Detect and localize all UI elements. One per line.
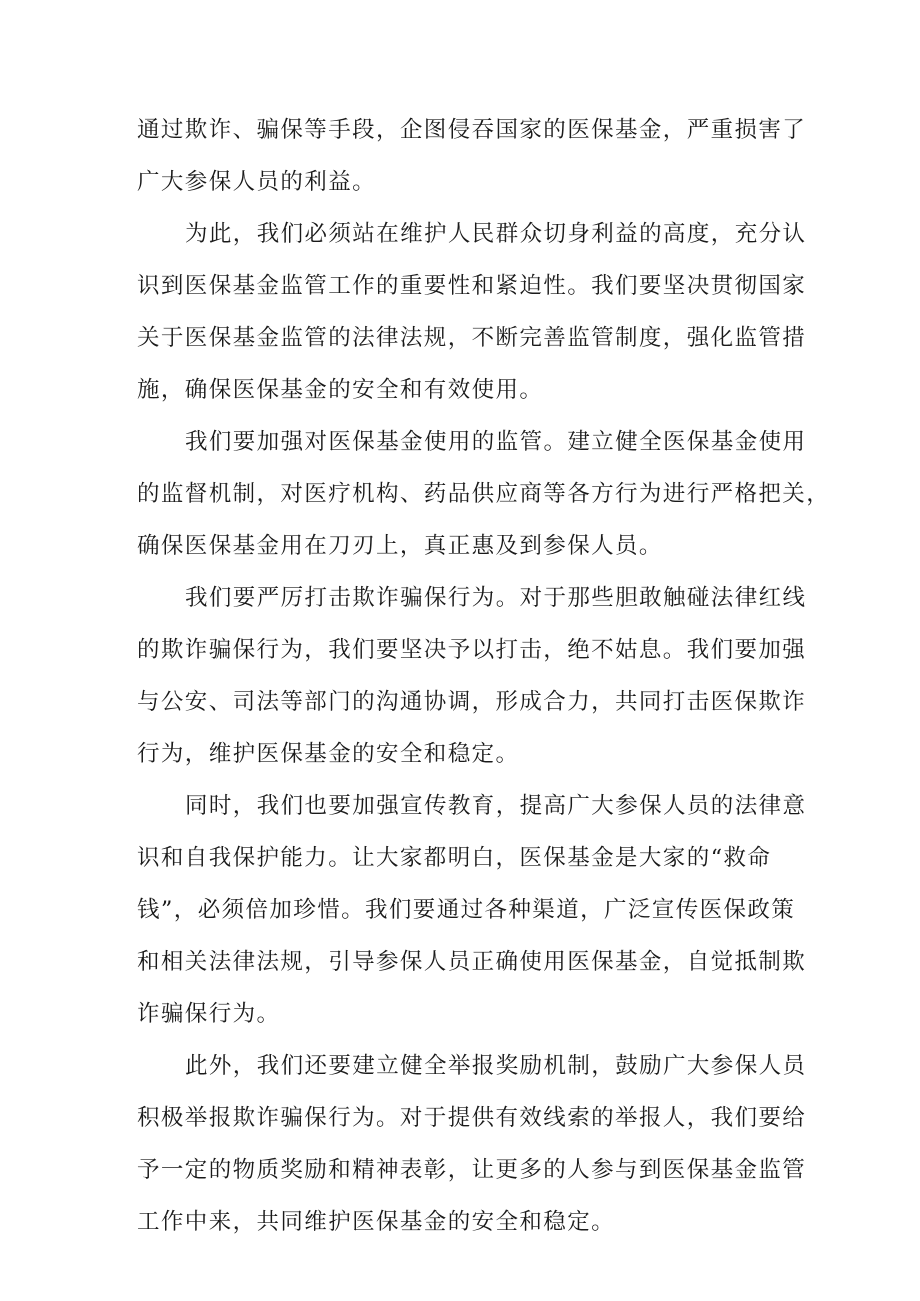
text-line: 予一定的物质奖励和精神表彰，让更多的人参与到医保基金监管 [137,1157,807,1183]
document-body [137,104,831,1248]
paragraph [137,208,807,416]
text-line: 行为，维护医保基金的安全和稳定。 [137,741,520,767]
text-line: 关于医保基金监管的法律法规，不断完善监管制度，强化监管措 [137,325,807,351]
text-line: 我们要加强对医保基金使用的监管。建立健全医保基金使用 [185,429,807,455]
text-line: 为此，我们必须站在维护人民群众切身利益的高度，充分认 [185,221,807,247]
text-line: 识到医保基金监管工作的重要性和紧迫性。我们要坚决贯彻国家 [137,273,807,299]
text-line: 广大参保人员的利益。 [137,169,377,195]
text-line: 与公安、司法等部门的沟通协调，形成合力，共同打击医保欺诈 [137,689,807,715]
text-line: 工作中来，共同维护医保基金的安全和稳定。 [137,1209,616,1235]
text-line: 诈骗保行为。 [137,1001,281,1027]
text-line: 钱”，必须倍加珍惜。我们要通过各种渠道，广泛宣传医保政策 [137,897,796,923]
text-line: 施，确保医保基金的安全和有效使用。 [137,377,544,403]
text-line: 我们要严厉打击欺诈骗保行为。对于那些胆敢触碰法律红线 [185,585,807,611]
paragraph [137,1040,807,1248]
text-line: 和相关法律法规，引导参保人员正确使用医保基金，自觉抵制欺 [137,949,807,975]
paragraph [137,572,807,780]
text-line: 识和自我保护能力。让大家都明白，医保基金是大家的“救命 [137,845,772,871]
paragraph [137,416,831,572]
text-line: 确保医保基金用在刀刃上，真正惠及到参保人员。 [137,533,663,559]
text-line: 的欺诈骗保行为，我们要坚决予以打击，绝不姑息。我们要加强 [137,637,807,663]
paragraph [137,780,807,1040]
text-line: 此外，我们还要建立健全举报奖励机制，鼓励广大参保人员 [185,1053,807,1079]
text-line: 通过欺诈、骗保等手段，企图侵吞国家的医保基金，严重损害了 [137,117,807,143]
text-line: 的监督机制，对医疗机构、药品供应商等各方行为进行严格把关， [137,481,831,507]
paragraph [137,104,807,208]
text-line: 同时，我们也要加强宣传教育，提高广大参保人员的法律意 [185,793,807,819]
text-line: 积极举报欺诈骗保行为。对于提供有效线索的举报人，我们要给 [137,1105,807,1131]
